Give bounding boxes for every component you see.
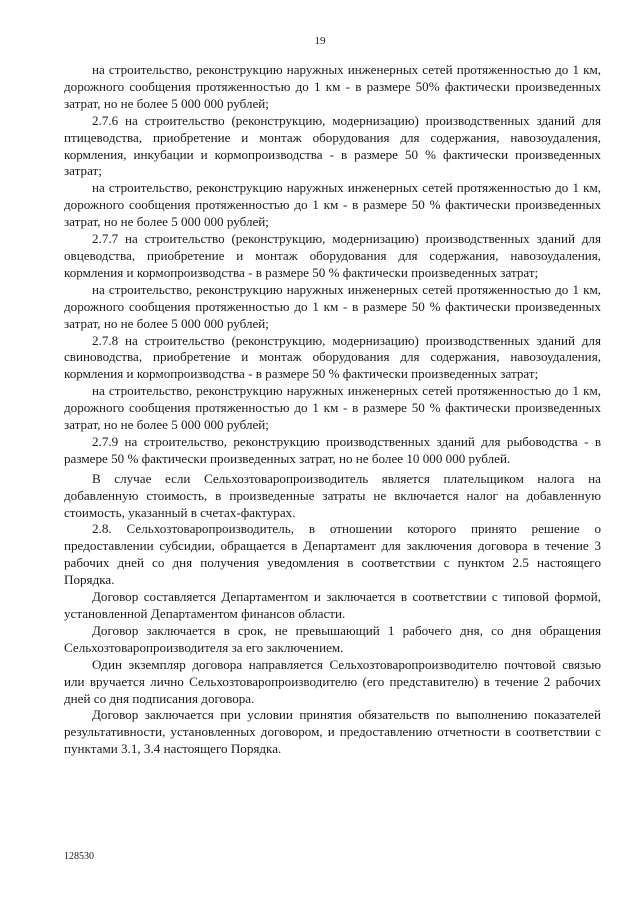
paragraph: 2.8. Сельхозтоваропроизводитель, в отношении которого принято решение о предоставлении субсидии, обращается в Департамент для заключения договора в течение 3 рабочих дней со дня получения уведомления в соответствии с пунктом 2.5 настоящего Порядка. — [64, 521, 601, 588]
paragraph: на строительство, реконструкцию наружных инженерных сетей протяженностью до 1 км, дорожного сообщения протяженностью до 1 км - в размере 50% фактически произведенных затрат, но не более 5 000 000 рублей; — [64, 62, 601, 111]
paragraph: Договор составляется Департаментом и заключается в соответствии с типовой формой, установленной Департаментом финансов области. — [64, 589, 601, 621]
document-body — [64, 62, 601, 758]
paragraph: 2.7.7 на строительство (реконструкцию, модернизацию) производственных зданий для овцеводства, приобретение и монтаж оборудования для содержания, навозоудаления, кормления и кормопроизводства - в размере 50 % фактически произведенных затрат; — [64, 231, 601, 280]
paragraph: на строительство, реконструкцию наружных инженерных сетей протяженностью до 1 км, дорожного сообщения протяженностью до 1 км - в размере 50 % фактически произведенных затрат, но не более 5 000 000 рублей; — [64, 383, 601, 433]
paragraph: 2.7.6 на строительство (реконструкцию, модернизацию) производственных зданий для птицеводства, приобретение и монтаж оборудования для содержания, навозоудаления, кормления, инкубации и кормопроизводства - в размере 50 % фактически произведенных затрат; — [64, 112, 601, 179]
document-code: 128530 — [64, 851, 94, 862]
paragraph: Договор заключается при условии принятия обязательств по выполнению показателей результативности, установленных договором, и предоставлению отчетности в соответствии с пунктами 3.1, 3.4 настоящего Порядка. — [64, 707, 601, 757]
paragraph: 2.7.8 на строительство (реконструкцию, модернизацию) производственных зданий для свиноводства, приобретение и монтаж оборудования для содержания, навозоудаления, кормления и кормопроизводства - в размере 50 % фактически произведенных затрат; — [64, 332, 601, 382]
paragraph: на строительство, реконструкцию наружных инженерных сетей протяженностью до 1 км, дорожного сообщения протяженностью до 1 км - в размере 50 % фактически произведенных затрат, но не более 5 000 000 рублей; — [64, 281, 601, 331]
paragraph: на строительство, реконструкцию наружных инженерных сетей протяженностью до 1 км, дорожного сообщения протяженностью до 1 км - в размере 50 % фактически произведенных затрат, но не более 5 000 000 рублей; — [64, 180, 601, 230]
paragraph: Один экземпляр договора направляется Сельхозтоваропроизводителю почтовой связью или вручается лично Сельхозтоваропроизводителю (его представителю) в течение 2 рабочих дней со дня подписания договора. — [64, 656, 601, 706]
paragraph: 2.7.9 на строительство, реконструкцию производственных зданий для рыбоводства - в размере 50 % фактически произведенных затрат, но не более 10 000 000 рублей. — [64, 433, 601, 466]
paragraph: Договор заключается в срок, не превышающий 1 рабочего дня, со дня обращения Сельхозтоваропроизводителя за его заключением. — [64, 622, 601, 655]
page-number: 19 — [314, 35, 326, 47]
paragraph: В случае если Сельхозтоваропроизводитель является плательщиком налога на добавленную стоимость, в произведенные затраты не включается налог на добавленную стоимость, указанный в счетах-фактурах. — [64, 470, 601, 520]
